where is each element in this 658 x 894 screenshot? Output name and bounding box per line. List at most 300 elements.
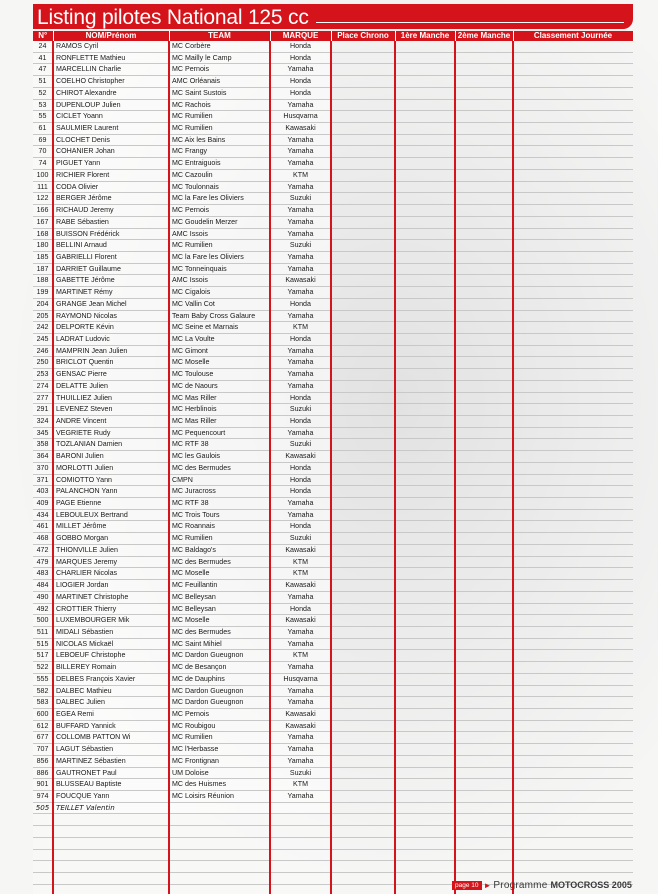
table-cell — [455, 837, 513, 849]
table-cell: 291 — [33, 404, 53, 416]
table-row — [33, 521, 633, 533]
table-row — [33, 697, 633, 709]
table-cell: Yamaha — [270, 697, 331, 709]
table-cell: MORLOTTI Julien — [53, 462, 169, 474]
table-cell — [395, 732, 455, 744]
table-cell — [455, 275, 513, 287]
table-cell — [455, 263, 513, 275]
table-cell — [395, 568, 455, 580]
table-cell: 582 — [33, 685, 53, 697]
table-cell — [455, 591, 513, 603]
table-cell — [395, 439, 455, 451]
table-cell: Suzuki — [270, 533, 331, 545]
table-row — [33, 755, 633, 767]
table-cell: MC Moselle — [169, 357, 270, 369]
table-cell — [513, 802, 633, 814]
table-cell — [455, 427, 513, 439]
table-cell: CROTTIER Thierry — [53, 603, 169, 615]
table-row — [33, 99, 633, 111]
table-cell: BARONI Julien — [53, 451, 169, 463]
table-cell: CHARLIER Nicolas — [53, 568, 169, 580]
table-cell — [395, 298, 455, 310]
table-cell: 612 — [33, 720, 53, 732]
table-row — [33, 673, 633, 685]
table-cell — [513, 791, 633, 803]
table-cell — [513, 849, 633, 861]
table-cell — [513, 146, 633, 158]
table-cell: BUISSON Frédérick — [53, 228, 169, 240]
table-cell: GAUTRONET Paul — [53, 767, 169, 779]
table-cell: GABRIELLI Florent — [53, 251, 169, 263]
table-cell — [513, 416, 633, 428]
table-cell: Honda — [270, 298, 331, 310]
table-cell: MC Rumilien — [169, 123, 270, 135]
table-row — [33, 685, 633, 697]
table-row — [33, 76, 633, 88]
table-cell — [395, 146, 455, 158]
table-row — [33, 193, 633, 205]
table-cell — [513, 123, 633, 135]
table-cell: MC Mas Riller — [169, 392, 270, 404]
table-cell: Yamaha — [270, 134, 331, 146]
table-cell — [455, 216, 513, 228]
table-cell: 277 — [33, 392, 53, 404]
table-cell — [395, 52, 455, 64]
table-cell — [395, 158, 455, 170]
table-row — [33, 591, 633, 603]
table-cell — [395, 767, 455, 779]
table-cell — [455, 251, 513, 263]
table-cell: Yamaha — [270, 369, 331, 381]
table-cell: MC des Huismes — [169, 779, 270, 791]
table-row — [33, 732, 633, 744]
table-cell: Suzuki — [270, 240, 331, 252]
table-cell — [455, 638, 513, 650]
table-cell — [455, 205, 513, 217]
table-cell — [455, 64, 513, 76]
table-cell: 185 — [33, 251, 53, 263]
column-header: NOM/Prénom — [53, 31, 169, 41]
table-cell: 324 — [33, 416, 53, 428]
table-cell: MC Belleysan — [169, 603, 270, 615]
table-cell: 434 — [33, 509, 53, 521]
table-cell: 111 — [33, 181, 53, 193]
table-cell: MC Moselle — [169, 568, 270, 580]
table-cell: RICHAUD Jeremy — [53, 205, 169, 217]
table-cell: Yamaha — [270, 744, 331, 756]
table-cell — [331, 357, 395, 369]
table-cell: Honda — [270, 52, 331, 64]
table-cell: 358 — [33, 439, 53, 451]
table-row — [33, 111, 633, 123]
table-row — [33, 615, 633, 627]
table-row — [33, 544, 633, 556]
table-cell: 403 — [33, 486, 53, 498]
table-cell — [395, 310, 455, 322]
table-cell: 69 — [33, 134, 53, 146]
table-cell — [455, 533, 513, 545]
table-row — [33, 216, 633, 228]
table-cell — [33, 849, 53, 861]
table-cell: MC Vallin Cot — [169, 298, 270, 310]
table-cell: MARTINET Christophe — [53, 591, 169, 603]
table-cell — [331, 193, 395, 205]
table-cell — [513, 462, 633, 474]
table-cell: MC des Bermudes — [169, 462, 270, 474]
table-row — [33, 720, 633, 732]
table-row — [33, 380, 633, 392]
table-cell: Yamaha — [270, 158, 331, 170]
table-cell — [169, 884, 270, 894]
table-cell: 371 — [33, 474, 53, 486]
footer-brand-secondary: MOTOCROSS 2005 — [550, 880, 632, 890]
table-cell: MAMPRIN Jean Julien — [53, 345, 169, 357]
table-cell: BUFFARD Yannick — [53, 720, 169, 732]
table-row — [33, 451, 633, 463]
table-cell — [455, 322, 513, 334]
table-cell: 74 — [33, 158, 53, 170]
table-cell — [513, 240, 633, 252]
table-cell: MC Rumilien — [169, 111, 270, 123]
table-cell: MC des Bermudes — [169, 626, 270, 638]
table-cell — [331, 802, 395, 814]
table-cell — [395, 591, 455, 603]
table-cell — [331, 509, 395, 521]
table-cell: KTM — [270, 568, 331, 580]
table-cell — [331, 181, 395, 193]
table-cell: Yamaha — [270, 216, 331, 228]
table-row — [33, 650, 633, 662]
table-cell: MC Rumilien — [169, 732, 270, 744]
table-cell: MC Mas Riller — [169, 416, 270, 428]
table-cell: Honda — [270, 474, 331, 486]
table-cell — [395, 228, 455, 240]
table-row — [33, 533, 633, 545]
table-cell — [395, 251, 455, 263]
table-cell — [455, 544, 513, 556]
table-cell — [395, 263, 455, 275]
table-cell: GABETTE Jérôme — [53, 275, 169, 287]
table-cell: 55 — [33, 111, 53, 123]
table-cell: DELPORTE Kévin — [53, 322, 169, 334]
table-cell — [331, 99, 395, 111]
table-cell — [513, 673, 633, 685]
table-cell — [513, 380, 633, 392]
table-cell: 517 — [33, 650, 53, 662]
table-cell — [53, 814, 169, 826]
table-row — [33, 626, 633, 638]
table-cell — [270, 826, 331, 838]
table-cell — [455, 99, 513, 111]
table-cell — [395, 673, 455, 685]
table-row — [33, 509, 633, 521]
table-cell — [455, 392, 513, 404]
table-cell — [270, 814, 331, 826]
table-cell: BILLEREY Romain — [53, 662, 169, 674]
table-cell — [455, 603, 513, 615]
table-cell: 41 — [33, 52, 53, 64]
table-cell — [513, 169, 633, 181]
table-cell: Yamaha — [270, 662, 331, 674]
table-cell: EGEA Remi — [53, 708, 169, 720]
table-cell: MC Mailly le Camp — [169, 52, 270, 64]
table-cell — [395, 826, 455, 838]
table-cell — [513, 41, 633, 52]
table-cell: Team Baby Cross Galaure — [169, 310, 270, 322]
table-row — [33, 345, 633, 357]
table-cell: RAYMOND Nicolas — [53, 310, 169, 322]
page-title: Listing pilotes National 125 cc — [37, 6, 309, 29]
table-cell: Honda — [270, 486, 331, 498]
table-cell — [513, 64, 633, 76]
table-row — [33, 52, 633, 64]
table-cell — [331, 451, 395, 463]
table-cell — [455, 498, 513, 510]
column-header: Classement Journée — [513, 31, 633, 41]
table-cell — [455, 52, 513, 64]
table-cell — [513, 392, 633, 404]
table-cell — [331, 64, 395, 76]
table-cell — [169, 861, 270, 873]
table-cell — [331, 498, 395, 510]
table-cell — [455, 767, 513, 779]
table-cell — [513, 755, 633, 767]
table-cell — [395, 41, 455, 52]
table-cell: Yamaha — [270, 345, 331, 357]
table-cell: GOBBO Morgan — [53, 533, 169, 545]
table-cell: Yamaha — [270, 755, 331, 767]
table-cell — [395, 662, 455, 674]
table-cell — [513, 708, 633, 720]
table-cell — [331, 685, 395, 697]
table-row — [33, 181, 633, 193]
table-cell: KTM — [270, 169, 331, 181]
table-cell: MC des Bermudes — [169, 556, 270, 568]
table-cell: CICLET Yoann — [53, 111, 169, 123]
table-cell: 886 — [33, 767, 53, 779]
table-cell — [331, 263, 395, 275]
table-cell — [395, 357, 455, 369]
table-cell — [395, 87, 455, 99]
table-row — [33, 41, 633, 52]
table-cell — [455, 169, 513, 181]
table-cell: MC Entraiguois — [169, 158, 270, 170]
table-cell — [455, 685, 513, 697]
table-cell: 250 — [33, 357, 53, 369]
table-row — [33, 556, 633, 568]
column-header: MARQUE — [270, 31, 331, 41]
table-cell — [331, 345, 395, 357]
table-cell — [395, 720, 455, 732]
table-cell — [395, 169, 455, 181]
table-cell: NICOLAS Mickaël — [53, 638, 169, 650]
table-cell — [331, 41, 395, 52]
table-cell — [455, 486, 513, 498]
table-cell: 242 — [33, 322, 53, 334]
table-cell: GRANGE Jean Michel — [53, 298, 169, 310]
table-cell — [53, 884, 169, 894]
table-cell — [331, 205, 395, 217]
table-cell: MC les Gaulois — [169, 451, 270, 463]
table-cell: 484 — [33, 580, 53, 592]
table-cell — [331, 287, 395, 299]
table-cell — [513, 603, 633, 615]
table-cell — [395, 193, 455, 205]
table-cell: MC Saint Mihiel — [169, 638, 270, 650]
table-cell — [33, 873, 53, 885]
table-cell — [513, 486, 633, 498]
table-cell: Yamaha — [270, 591, 331, 603]
table-cell: Yamaha — [270, 205, 331, 217]
table-cell — [331, 275, 395, 287]
table-cell — [395, 697, 455, 709]
table-row — [33, 416, 633, 428]
table-cell: 974 — [33, 791, 53, 803]
table-cell: MARQUES Jeremy — [53, 556, 169, 568]
table-cell — [455, 755, 513, 767]
table-row — [33, 146, 633, 158]
table-cell — [513, 275, 633, 287]
table-cell — [455, 849, 513, 861]
table-row — [33, 462, 633, 474]
table-cell — [331, 767, 395, 779]
table-cell — [331, 322, 395, 334]
table-cell: 483 — [33, 568, 53, 580]
table-cell: VEGRIETE Rudy — [53, 427, 169, 439]
table-cell — [270, 802, 331, 814]
table-cell — [169, 837, 270, 849]
table-body — [33, 41, 633, 894]
footer — [452, 880, 632, 891]
table-cell: Yamaha — [270, 64, 331, 76]
table-cell: 492 — [33, 603, 53, 615]
table-row — [33, 603, 633, 615]
table-cell — [270, 837, 331, 849]
table-cell: MC de Naours — [169, 380, 270, 392]
table-cell: Yamaha — [270, 427, 331, 439]
table-cell: 707 — [33, 744, 53, 756]
table-cell — [331, 673, 395, 685]
table-cell: MC Frangy — [169, 146, 270, 158]
table-cell — [455, 380, 513, 392]
table-cell — [455, 626, 513, 638]
table-row — [33, 169, 633, 181]
table-cell — [455, 474, 513, 486]
table-cell — [169, 849, 270, 861]
table-cell — [455, 509, 513, 521]
table-cell: AMC Issois — [169, 228, 270, 240]
table-cell: MC Saint Sustois — [169, 87, 270, 99]
table-cell: Kawasaki — [270, 615, 331, 627]
table-row — [33, 240, 633, 252]
table-row — [33, 158, 633, 170]
table-cell — [513, 662, 633, 674]
table-cell — [455, 650, 513, 662]
table-row — [33, 404, 633, 416]
table-cell — [331, 638, 395, 650]
table-cell — [395, 427, 455, 439]
table-cell — [395, 416, 455, 428]
table-cell: 168 — [33, 228, 53, 240]
table-cell: MC la Fare les Oliviers — [169, 193, 270, 205]
table-cell: MC Gimont — [169, 345, 270, 357]
table-cell — [513, 322, 633, 334]
table-cell — [513, 814, 633, 826]
table-cell — [33, 814, 53, 826]
table-cell: DALBEC Mathieu — [53, 685, 169, 697]
table-cell — [513, 615, 633, 627]
table-cell: 468 — [33, 533, 53, 545]
table-cell — [395, 837, 455, 849]
table-cell — [331, 755, 395, 767]
table-cell — [53, 861, 169, 873]
table-cell — [395, 451, 455, 463]
table-cell: 47 — [33, 64, 53, 76]
table-cell — [53, 837, 169, 849]
table-cell — [513, 685, 633, 697]
table-cell — [455, 580, 513, 592]
table-cell — [331, 568, 395, 580]
table-cell: MC La Voulte — [169, 333, 270, 345]
table-cell — [513, 451, 633, 463]
table-cell: MC Tonneinquais — [169, 263, 270, 275]
table-row — [33, 251, 633, 263]
table-cell — [395, 333, 455, 345]
table-cell — [331, 216, 395, 228]
table-cell — [331, 650, 395, 662]
table-cell — [331, 615, 395, 627]
table-cell: 166 — [33, 205, 53, 217]
table-cell — [513, 87, 633, 99]
table-cell: 199 — [33, 287, 53, 299]
table-cell — [455, 134, 513, 146]
table-cell — [455, 568, 513, 580]
table-cell: LAGUT Sébastien — [53, 744, 169, 756]
table-cell — [513, 216, 633, 228]
table-cell — [395, 861, 455, 873]
table-cell: 51 — [33, 76, 53, 88]
table-row — [33, 205, 633, 217]
column-header: TEAM — [169, 31, 270, 41]
empty-row — [33, 826, 633, 838]
table-cell — [513, 837, 633, 849]
table-cell — [513, 580, 633, 592]
table-cell — [331, 861, 395, 873]
table-cell: Honda — [270, 76, 331, 88]
table-cell: MC Roubigou — [169, 720, 270, 732]
table-cell — [513, 251, 633, 263]
table-cell — [331, 439, 395, 451]
table-cell — [455, 298, 513, 310]
table-cell — [169, 802, 270, 814]
table-header — [33, 31, 633, 41]
table-cell — [395, 521, 455, 533]
table-cell: MARTINET Rémy — [53, 287, 169, 299]
column-header: Place Chrono — [331, 31, 395, 41]
table-cell: 53 — [33, 99, 53, 111]
table-cell: GENSAC Pierre — [53, 369, 169, 381]
table-cell — [455, 287, 513, 299]
table-cell — [331, 626, 395, 638]
table-cell — [513, 626, 633, 638]
table-cell: MC Herblinois — [169, 404, 270, 416]
table-cell — [395, 650, 455, 662]
table-cell — [513, 556, 633, 568]
table-cell: MC Toulouse — [169, 369, 270, 381]
table-cell — [455, 193, 513, 205]
table-cell: MC Corbère — [169, 41, 270, 52]
table-row — [33, 64, 633, 76]
